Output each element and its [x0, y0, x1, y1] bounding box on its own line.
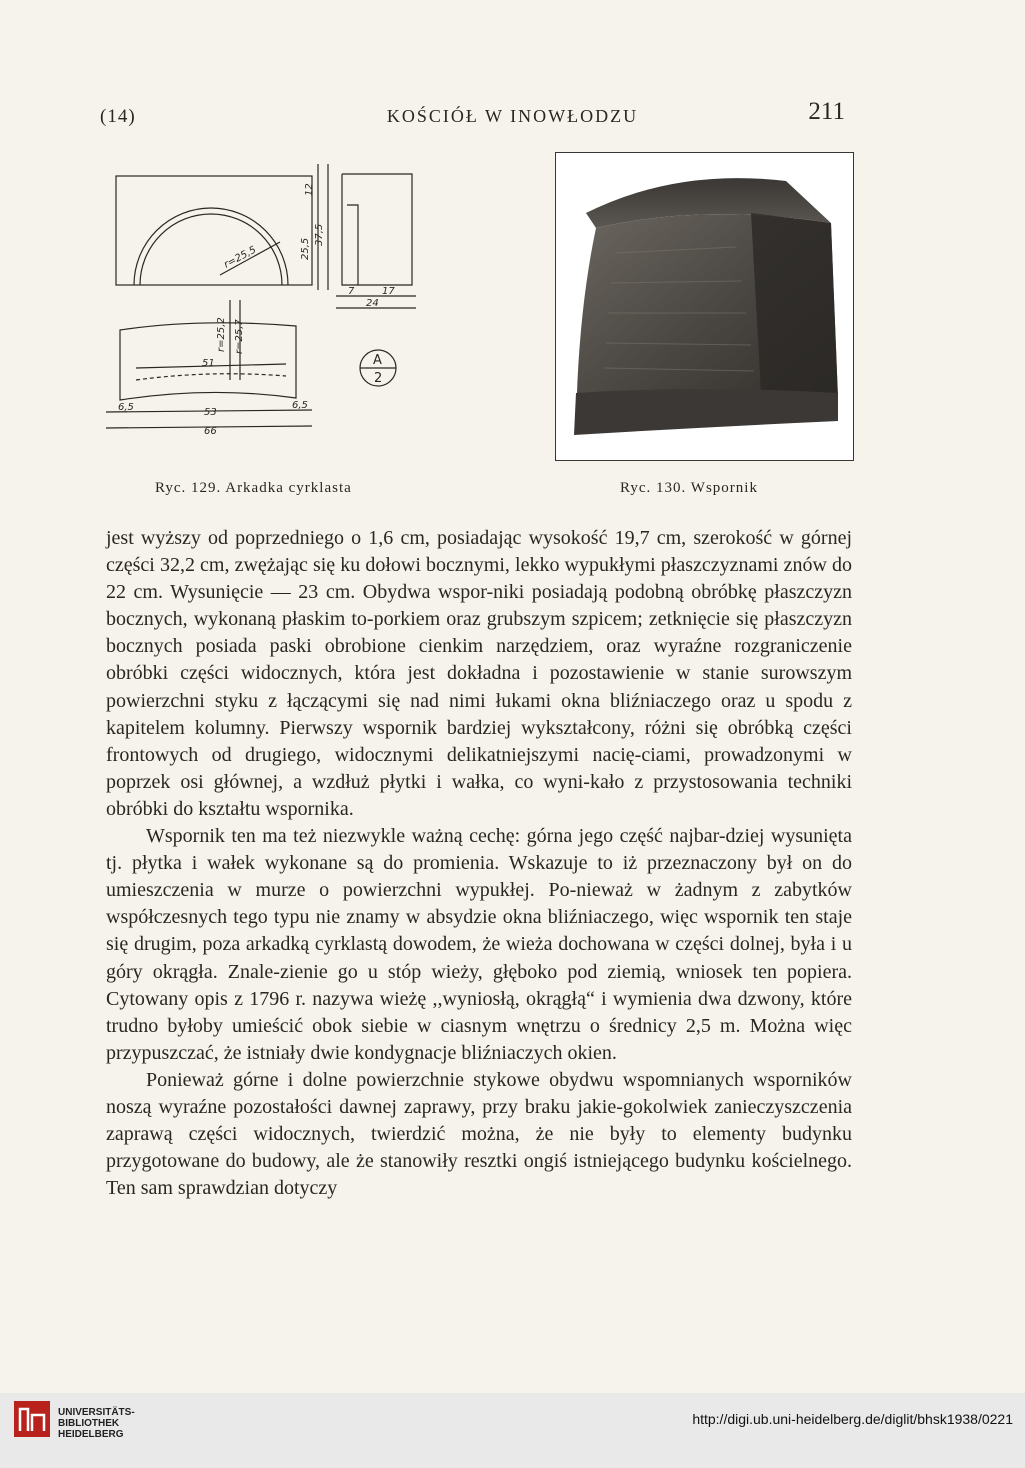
profile-outline	[342, 174, 412, 285]
dim-51: 51	[202, 358, 215, 369]
paragraph: jest wyższy od poprzedniego o 1,6 cm, posiadając wysokość 19,7 cm, szerokość w górnej części 32,2 cm, zwężając się ku dołowi bocznymi, lekko wypukłymi płaszczyznami znów do 22 cm. Wysunięcie — 23 cm. Obydwa wspor-niki posiadają podobną obróbkę płaszczyzn bocznych, wykonaną płaskim to-porkiem oraz grubszym szpicem; zetknięcie się płaszczyzn bocznych posiada paski obrobione cienkim narzędziem, oraz wyraźne rozgraniczenie obróbki części widocznych, która jest dokładna i pozostawienie w stanie surowszym powierzchni styku z łączącymi się nad nimi łukami okna bliźniaczego oraz u spodu z kapitelem kolumny. Pierwszy wspornik bardziej wykształcony, różni się obróbką części frontowych od drugiego, widocznymi delikatniejszymi nacię-ciami, prowadzonymi w poprzek osi głównej, a wzdłuż płytki i wałka, co wyni-kało z przystosowania techniki obróbki do kształtu wspornika.	[106, 527, 852, 820]
plan-dashed-line	[136, 374, 286, 380]
arch-inner-curve	[140, 214, 282, 285]
dim-6-5-right: 6,5	[292, 400, 308, 411]
dim-r-25-2: r=25,2	[216, 317, 227, 352]
dim-6-5-left: 6,5	[118, 402, 134, 413]
arch-outer-curve	[134, 208, 288, 285]
arch-drawing-figure	[100, 160, 430, 450]
section-number: (14)	[100, 106, 136, 127]
dim-12: 12	[304, 183, 315, 196]
source-url-link[interactable]: http://digi.ub.uni-heidelberg.de/diglit/bhsk1938/0221	[692, 1411, 1013, 1427]
paragraph: Ponieważ górne i dolne powierzchnie stykowe obydwu wspomnianych wsporników noszą wyraźne pozostałości dawnej zaprawy, przy braku jakie-gokolwiek zanieczyszczenia zaprawą części widocznych, twierdzić można, że nie były to elementy budynku przygotowane do budowy, ale że stanowiły resztki ongiś istniejącego budynku kościelnego. Ten sam sprawdzian dotyczy	[106, 1068, 852, 1200]
running-title: KOŚCIÓŁ W INOWŁODZU	[386, 106, 639, 126]
dim-7: 7	[348, 286, 355, 297]
digitization-footer	[0, 1393, 1025, 1468]
figure-130-caption: Ryc. 130. Wspornik	[620, 480, 758, 496]
dim-37-5: 37,5	[314, 223, 325, 246]
figure-129-caption: Ryc. 129. Arkadka cyrklasta	[155, 480, 352, 496]
dim-17: 17	[382, 286, 395, 297]
dim-53: 53	[204, 407, 217, 418]
dim-25-5: 25,5	[300, 237, 311, 260]
dim-r-25-7: r=25,7	[234, 319, 245, 354]
dim-24: 24	[366, 298, 379, 309]
body-text	[106, 525, 852, 1202]
page-number: 211	[808, 98, 845, 125]
paragraph: Wspornik ten ma też niezwykle ważną cechę: górna jego część najbar-dziej wysunięta tj. płytka i wałek wykonane są do promienia. Wskazuje to iż przeznaczony był on do umieszczenia w murze o powierzchni wypukłej. Po-nieważ w żadnym z zabytków współczesnych tego typu nie znamy w absydzie okna bliźniaczego, więc wspornik ten staje się drugim, poza arkadką cyrklastą dowodem, że wieża dochowana w części dolnej, była i u góry okrągła. Znale-zienie go u stóp wieży, głęboko pod ziemią, wniosek ten popiera. Cytowany opis z 1796 r. nazywa wieżę ,,wyniosłą, okrągłą“ i wymienia dwa dzwony, które trudno byłoby umieścić obok siebie w ciasnym wnętrzu o średnicy 2,5 m. Można więc przypuszczać, że istniały dwie kondygnacje bliźniaczych okien.	[106, 825, 852, 1064]
library-name: UNIVERSITÄTS- BIBLIOTHEK HEIDELBERG	[58, 1407, 135, 1440]
radius-label: r=25,5	[222, 244, 259, 271]
library-logo-icon	[14, 1401, 50, 1437]
section-marker-letter: A	[373, 353, 382, 368]
dim-66: 66	[204, 426, 217, 437]
section-marker-number: 2	[374, 371, 383, 386]
bracket-photo-figure	[555, 152, 854, 461]
arch-elevation-outline	[116, 176, 312, 285]
running-header	[0, 98, 1025, 132]
bracket-photo	[556, 153, 853, 460]
